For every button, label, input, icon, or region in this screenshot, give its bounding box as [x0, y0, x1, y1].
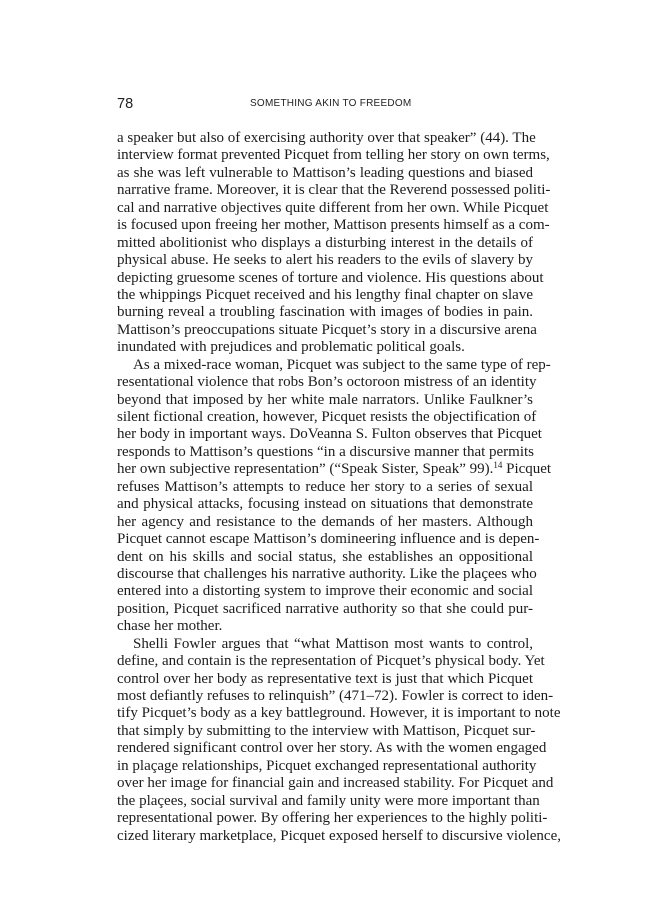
text-line: rendered significant control over her story. As with the women engaged [117, 740, 547, 757]
text-line: as she was left vulnerable to Mattison’s leading questions and biased [117, 164, 533, 181]
text-line: dent on his skills and social status, she establishes an oppositional [117, 548, 533, 565]
text-line: As a mixed-race woman, Picquet was subject to the same type of rep- [133, 356, 551, 373]
text-line: tify Picquet’s body as a key battleground. However, it is important to note [117, 705, 561, 722]
text-line: a speaker but also of exercising authority over that speaker” (44). The [117, 130, 536, 146]
text-line: entered into a distorting system to improve their economic and social [117, 583, 533, 600]
text-line: physical abuse. He seeks to alert his readers to the evils of slavery by [117, 252, 533, 269]
text-line: her body in important ways. DoVeanna S. Fulton observes that Picquet [117, 426, 542, 443]
text-line: chase her mother. [117, 618, 223, 635]
text-line: her own subjective representation” (“Speak Sister, Speak” 99).$^{14}$ Picquet [117, 460, 552, 478]
text-line: is focused upon freeing her mother, Mattison presents himself as a com- [117, 217, 550, 234]
text-line: representational power. By offering her experiences to the highly politi- [117, 810, 548, 827]
text-line: her agency and resistance to the demands of her masters. Although [117, 513, 533, 530]
text-line: resentational violence that robs Bon’s octoroon mistress of an identity [117, 374, 537, 391]
text-line: and physical attacks, focusing instead on situations that demonstrate [117, 496, 533, 513]
text-line: Shelli Fowler argues that “what Mattison most wants to control, [133, 635, 533, 652]
text-line: position, Picquet sacrificed narrative authority so that she could pur- [117, 600, 533, 617]
text-line: most defiantly refuses to relinquish” (471–72). Fowler is correct to iden- [117, 688, 554, 704]
text-line: discourse that challenges his narrative authority. Like the plaçees who [117, 565, 537, 582]
page-number: 78 [117, 96, 134, 112]
text-line: silent fictional creation, however, Picquet resists the objectification of [117, 409, 537, 425]
text-line: beyond that imposed by her white male narrators. Unlike Faulkner’s [117, 391, 533, 408]
text-line: burning reveal a troubling fascination with images of bodies in pain. [117, 304, 533, 321]
text-line: cized literary marketplace, Picquet exposed herself to discursive violence, [117, 827, 561, 844]
text-line: Mattison’s preoccupations situate Picquet’s story in a discursive arena [117, 321, 537, 338]
body-text [117, 130, 561, 845]
text-line: narrative frame. Moreover, it is clear that the Reverend possessed politi- [117, 182, 551, 199]
text-line: interview format prevented Picquet from telling her story on own terms, [117, 147, 550, 164]
text-line: Picquet cannot escape Mattison’s domineering influence and is depen- [117, 531, 540, 548]
text-line: mitted abolitionist who displays a disturbing interest in the details of [117, 234, 533, 251]
running-head: SOMETHING AKIN TO FREEDOM [250, 98, 412, 109]
text-line: depicting gruesome scenes of torture and violence. His questions about [117, 269, 544, 286]
page-header [117, 96, 533, 114]
text-line: that simply by submitting to the interview with Mattison, Picquet sur- [117, 722, 536, 739]
text-line: the plaçees, social survival and family unity were more important than [117, 792, 540, 809]
text-line: the whippings Picquet received and his lengthy final chapter on slave [117, 286, 533, 303]
text-line: in plaçage relationships, Picquet exchanged representational authority [117, 757, 537, 774]
text-line: control over her body as representative text is just that which Picquet [117, 670, 533, 687]
text-line: cal and narrative objectives quite different from her own. While Picquet [117, 199, 549, 216]
text-line: responds to Mattison’s questions “in a discursive manner that permits [117, 443, 535, 460]
footnote-marker[interactable]: 14 [493, 460, 503, 471]
text-line: over her image for financial gain and increased stability. For Picquet and [117, 775, 554, 792]
text-line: refuses Mattison’s attempts to reduce her story to a series of sexual [117, 478, 533, 495]
text-line: define, and contain is the representation of Picquet’s physical body. Yet [117, 653, 545, 670]
text-line: inundated with prejudices and problematic political goals. [117, 339, 465, 356]
